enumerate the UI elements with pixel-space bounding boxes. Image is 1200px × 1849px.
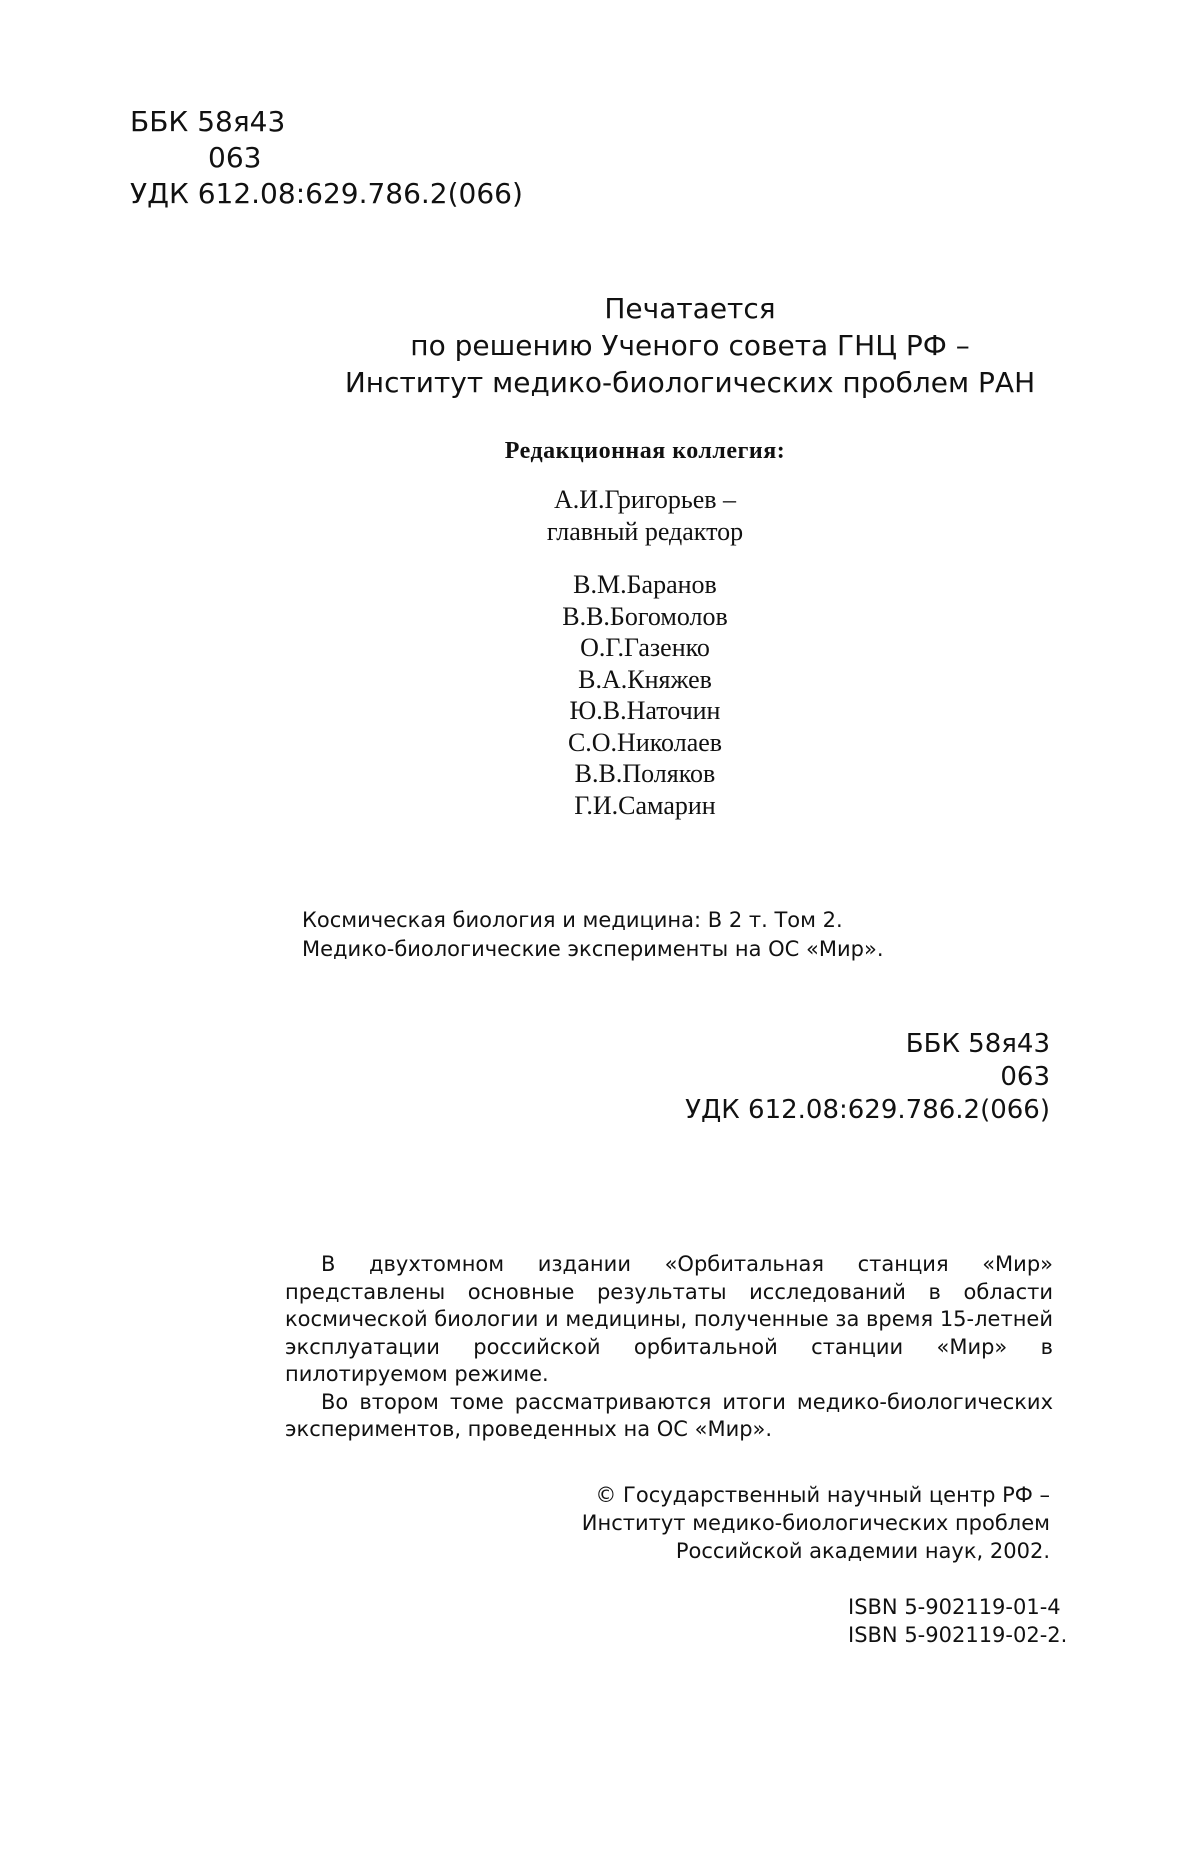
board-member: О.Г.Газенко: [580, 633, 710, 662]
approval-line: по решению Ученого совета ГНЦ РФ –: [410, 329, 970, 362]
approval-line: Печатается: [604, 292, 776, 325]
board-member: Г.И.Самарин: [574, 790, 716, 820]
udk-code: УДК 612.08:629.786.2(066): [130, 177, 523, 210]
approval-line: Институт медико-биологических проблем РАН: [344, 366, 1036, 399]
board-member: В.А.Княжев: [578, 664, 712, 694]
board-member: В.В.Поляков: [574, 759, 716, 788]
editorial-board: [420, 436, 870, 821]
bibliographic-title: [302, 906, 884, 964]
bottom-classification-block: [685, 1028, 1050, 1127]
top-classification-block: [130, 104, 523, 212]
copyright-notice: [582, 1481, 1050, 1565]
chief-editor: [420, 484, 870, 548]
chief-editor-name: А.И.Григорьев –: [553, 485, 737, 514]
annotation-paragraph: В двухтомном издании «Орбитальная станция «Мир» представлены основные результаты исследований в области космической биологии и медицины, полученные за время 15-летней эксплуатации российской орбитальной станции «Мир» в пилотируемом режиме.: [285, 1252, 1053, 1386]
chief-editor-role: главный редактор: [546, 517, 744, 546]
udk-code: УДК 612.08:629.786.2(066): [685, 1095, 1050, 1125]
bibliographic-line: Медико-биологические эксперименты на ОС «Мир».: [302, 937, 884, 961]
copyright-line: Российской академии наук, 2002.: [675, 1539, 1050, 1563]
bbk-code: ББК 58я43: [905, 1029, 1050, 1059]
approval-notice: [330, 290, 1050, 401]
bbk-code: ББК 58я43: [130, 105, 286, 138]
board-member: В.В.Богомолов: [562, 601, 728, 631]
board-member: Ю.В.Наточин: [569, 696, 721, 725]
bibliographic-line: Космическая биология и медицина: В 2 т. Том 2.: [302, 908, 843, 932]
annotation: [285, 1251, 1053, 1444]
isbn-line: ISBN 5-902119-02-2.: [848, 1623, 1068, 1647]
editorial-board-heading: Редакционная коллегия:: [504, 438, 786, 464]
board-member: С.О.Николаев: [567, 727, 723, 757]
board-member: В.М.Баранов: [573, 570, 717, 599]
isbn-block: [848, 1593, 1067, 1649]
annotation-paragraph: Во втором томе рассматриваются итоги медико-биологических экспериментов, проведенных на ОС «Мир».: [285, 1389, 1053, 1441]
author-mark: 063: [1000, 1062, 1050, 1092]
board-members-list: [420, 569, 870, 821]
copyright-line: © Государственный научный центр РФ –: [595, 1483, 1050, 1507]
author-mark: 063: [208, 141, 262, 174]
copyright-line: Институт медико-биологических проблем: [581, 1511, 1050, 1535]
isbn-line: ISBN 5-902119-01-4: [848, 1595, 1061, 1619]
